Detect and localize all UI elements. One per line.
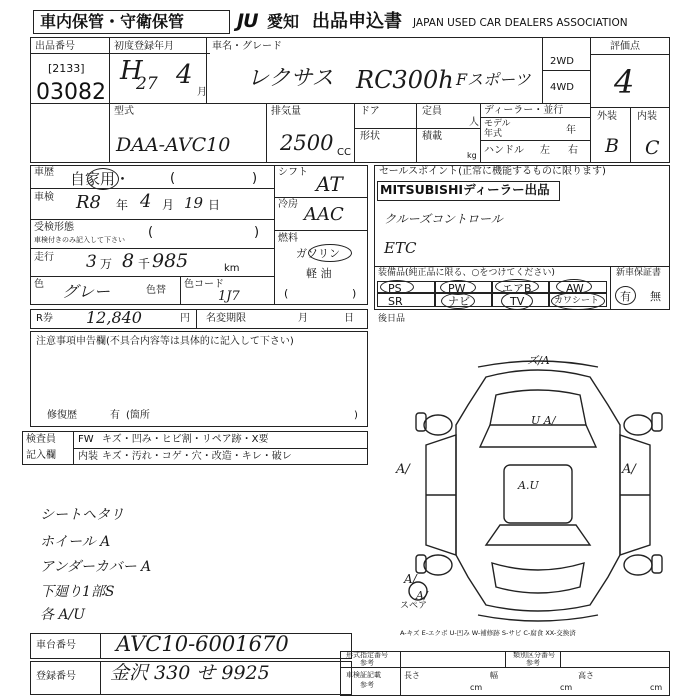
loading-label: 積載	[422, 131, 442, 142]
equip-pw-label: PW	[448, 282, 466, 295]
inspection-era: R8	[76, 192, 102, 213]
fuel-diesel: 軽 油	[306, 267, 332, 280]
color-code-label: 色コード	[184, 279, 224, 290]
registration-year: 27	[136, 74, 158, 94]
fuel-label: 燃料	[278, 233, 298, 244]
registration-month-unit: 月	[197, 87, 207, 98]
equip-aw-label: AW	[566, 282, 584, 295]
acceptance-label: 受検形態	[34, 222, 74, 233]
registration-era: H	[120, 56, 143, 86]
capacity-label: 定員	[422, 106, 442, 117]
usage-paren-close: )	[252, 171, 258, 186]
year-label: 年式	[484, 129, 503, 139]
interior-label: 内装	[637, 111, 657, 122]
diag-top: ズ/A	[527, 354, 550, 367]
inspector-fw-text: キズ・凹み・ヒビ割・リペア跡・X要	[102, 434, 269, 445]
equip-navi-label: ナビ	[448, 295, 470, 308]
selling-point-1: クルーズコントロール	[384, 212, 503, 226]
repair-history-close: )	[354, 410, 358, 421]
model-code-value: DAA-AVC10	[116, 134, 231, 156]
fuel-gasoline: ガソリン	[296, 247, 340, 260]
form-spec-label: 形式指定番号	[346, 651, 388, 659]
year-unit: 年	[566, 125, 576, 136]
displacement-value: 2500	[280, 131, 334, 155]
rating-label: 評価点	[610, 41, 640, 52]
equip-ps-circle	[380, 280, 414, 294]
remark-3: アンダーカバー A	[40, 559, 152, 575]
dim-width: 幅	[490, 671, 498, 680]
name-change-day: 日	[344, 313, 354, 324]
chassis-value: AVC10-6001670	[116, 632, 289, 656]
diag-bottom-left: A/	[416, 589, 428, 602]
exterior-label: 外装	[597, 111, 617, 122]
fuel-paren-close: )	[352, 287, 357, 300]
dimensions-sub: 参考	[360, 681, 374, 689]
mileage-unit: km	[224, 263, 240, 274]
diag-center: A.U	[518, 479, 539, 492]
inspection-month: 4	[140, 191, 152, 212]
category-spec-sub: 参考	[526, 659, 540, 667]
remark-2: ホイール A	[40, 534, 111, 550]
lot-label: 出品番号	[35, 41, 75, 52]
mileage-man: 3	[86, 252, 97, 272]
remark-4: 下廻り1部S	[40, 584, 115, 600]
dim-width-unit: cm	[560, 683, 573, 692]
dim-height: 高さ	[578, 671, 594, 680]
inspector-label-1: 検査員	[26, 434, 56, 445]
fuel-gasoline-circle	[308, 244, 352, 262]
shape-label: 形状	[360, 131, 380, 142]
warranty-yes-circle	[615, 286, 636, 305]
drive-2wd: 2WD	[550, 56, 574, 67]
dim-length-unit: cm	[470, 683, 483, 692]
form-title: 出品申込書	[312, 11, 402, 32]
ju-logo: JU	[237, 10, 258, 32]
dimensions-label: 車検証記載	[346, 671, 381, 679]
color-change-label: 色替	[146, 285, 166, 296]
damage-legend: A-キズ E-エクボ U-凹み W-補修跡 S-サビ C-腐食 XX-交換済	[400, 629, 576, 637]
rating-value: 4	[614, 63, 635, 101]
registration-label: 初度登録年月	[114, 41, 174, 52]
diag-spare: スペア	[400, 601, 428, 611]
inspector-nai-text: キズ・汚れ・コゲ・穴・改造・キレ・破レ	[102, 451, 292, 462]
mileage-sen: 8	[122, 250, 135, 272]
car-grade: Fスポーツ	[456, 70, 531, 89]
aircon-label: 冷房	[278, 199, 298, 210]
selling-points-label: セールスポイント(正常に機能するものに限ります)	[379, 166, 606, 177]
remark-5: 各 A/U	[40, 607, 86, 623]
car-damage-diagram	[408, 355, 670, 623]
equip-sr-label: SR	[388, 295, 403, 308]
lot-small-number: [2133]	[48, 62, 85, 75]
dim-length: 長さ	[404, 671, 420, 680]
interior-grade: C	[645, 137, 660, 159]
repair-history-label: 修復歴	[47, 410, 77, 421]
storage-label: 車内保管・守衛保管	[40, 12, 185, 31]
recycle-label: R券	[36, 313, 53, 324]
usage-circle	[87, 168, 119, 190]
handle-label: ハンドル	[484, 145, 524, 156]
inspection-year-unit: 年	[116, 198, 129, 212]
plate-label: 登録番号	[36, 671, 76, 682]
model-code-label: 型式	[114, 106, 134, 117]
color-code: 1J7	[218, 289, 240, 304]
shift-value: AT	[316, 172, 343, 196]
recycle-value: 12,840	[86, 308, 142, 327]
fuel-paren-open: (	[284, 287, 289, 300]
displacement-unit: CC	[337, 147, 351, 158]
later-docs-label: 後日品	[378, 314, 406, 324]
recycle-unit: 円	[180, 313, 190, 324]
inspector-fw: FW	[78, 434, 94, 445]
equip-airb-label: エアB	[502, 282, 532, 295]
new-warranty-label: 新車保証書	[616, 268, 662, 278]
inspector-nai: 内装	[78, 451, 98, 462]
equip-navi-circle	[441, 293, 475, 309]
car-maker: レクサス	[247, 66, 334, 91]
diag-right-side: A/	[622, 462, 636, 477]
equip-kawaseat-circle	[551, 292, 605, 310]
warranty-yes: 有	[620, 290, 631, 303]
mileage-sen-unit: 千	[138, 257, 151, 271]
equip-kawaseat-label: カワシート	[554, 296, 600, 306]
equip-ps-label: PS	[388, 282, 402, 295]
diag-rear-left: A/	[404, 572, 417, 586]
association-name: JAPAN USED CAR DEALERS ASSOCIATION	[413, 17, 628, 29]
car-model: RC300h	[356, 66, 454, 94]
inspection-day-unit: 日	[208, 198, 221, 212]
mileage-rest: 985	[152, 250, 189, 272]
repair-history-suffix: (箇所	[126, 410, 150, 421]
drive-4wd: 4WD	[550, 82, 574, 93]
usage-paren-open: (	[170, 171, 176, 186]
dealer-parallel: ディーラー・並行	[484, 105, 564, 116]
name-change-label: 名変期限	[206, 313, 246, 324]
mileage-label: 走行	[34, 252, 54, 263]
displacement-label: 排気量	[271, 106, 301, 117]
car-name-label: 車名・グレード	[212, 41, 282, 52]
repair-history-value: 有	[110, 410, 120, 421]
door-label: ドア	[360, 106, 380, 117]
inspection-month-unit: 月	[162, 198, 175, 212]
plate-value: 金沢 330 せ 9925	[110, 662, 270, 684]
equip-tv-circle	[501, 292, 533, 310]
category-spec-label: 類別区分番号	[513, 651, 555, 659]
inspection-label: 車検	[34, 192, 54, 203]
diag-hood: U A/	[531, 414, 556, 427]
color-label: 色	[34, 279, 44, 290]
usage-value: 自家用・	[70, 170, 131, 188]
equip-tv-label: TV	[510, 295, 525, 308]
dealer-tag-text: MITSUBISHIディーラー出品	[380, 182, 550, 197]
shift-label: シフト	[278, 167, 308, 178]
acceptance-note: 車検付きのみ記入して下さい	[34, 236, 125, 244]
name-change-month: 月	[298, 313, 308, 324]
handle-left: 左	[540, 145, 550, 156]
dim-height-unit: cm	[650, 683, 663, 692]
inspection-day: 19	[184, 194, 204, 212]
remark-1: シートヘタリ	[40, 507, 124, 523]
equip-sr	[377, 293, 435, 307]
chassis-label: 車台番号	[36, 640, 76, 651]
model-label: モデル	[484, 119, 511, 129]
warranty-no: 無	[650, 290, 661, 303]
diag-left-side: A/	[396, 462, 410, 477]
form-spec-sub: 参考	[360, 659, 374, 667]
color-value: グレー	[62, 282, 111, 301]
equipment-label: 装備品(純正品に限る、○をつけてください)	[378, 268, 555, 278]
inspector-label-2: 記入欄	[26, 450, 56, 461]
handle-right: 右	[568, 145, 578, 156]
registration-month: 4	[176, 60, 193, 90]
acceptance-paren-close: )	[254, 225, 260, 240]
aircon-value: AAC	[304, 204, 344, 225]
exterior-grade: B	[605, 135, 619, 157]
capacity-unit: 人	[469, 117, 479, 128]
loading-unit: kg	[467, 151, 477, 160]
selling-point-2: ETC	[384, 239, 417, 257]
notes-label: 注意事項申告欄(不具合内容等は具体的に記入して下さい)	[36, 336, 294, 347]
brand-name: 愛知	[267, 12, 300, 31]
mileage-man-unit: 万	[100, 257, 113, 271]
lot-number: 03082	[36, 80, 106, 105]
recycle-block	[30, 309, 368, 329]
acceptance-paren-open: (	[148, 225, 154, 240]
usage-label: 車歴	[34, 167, 54, 178]
